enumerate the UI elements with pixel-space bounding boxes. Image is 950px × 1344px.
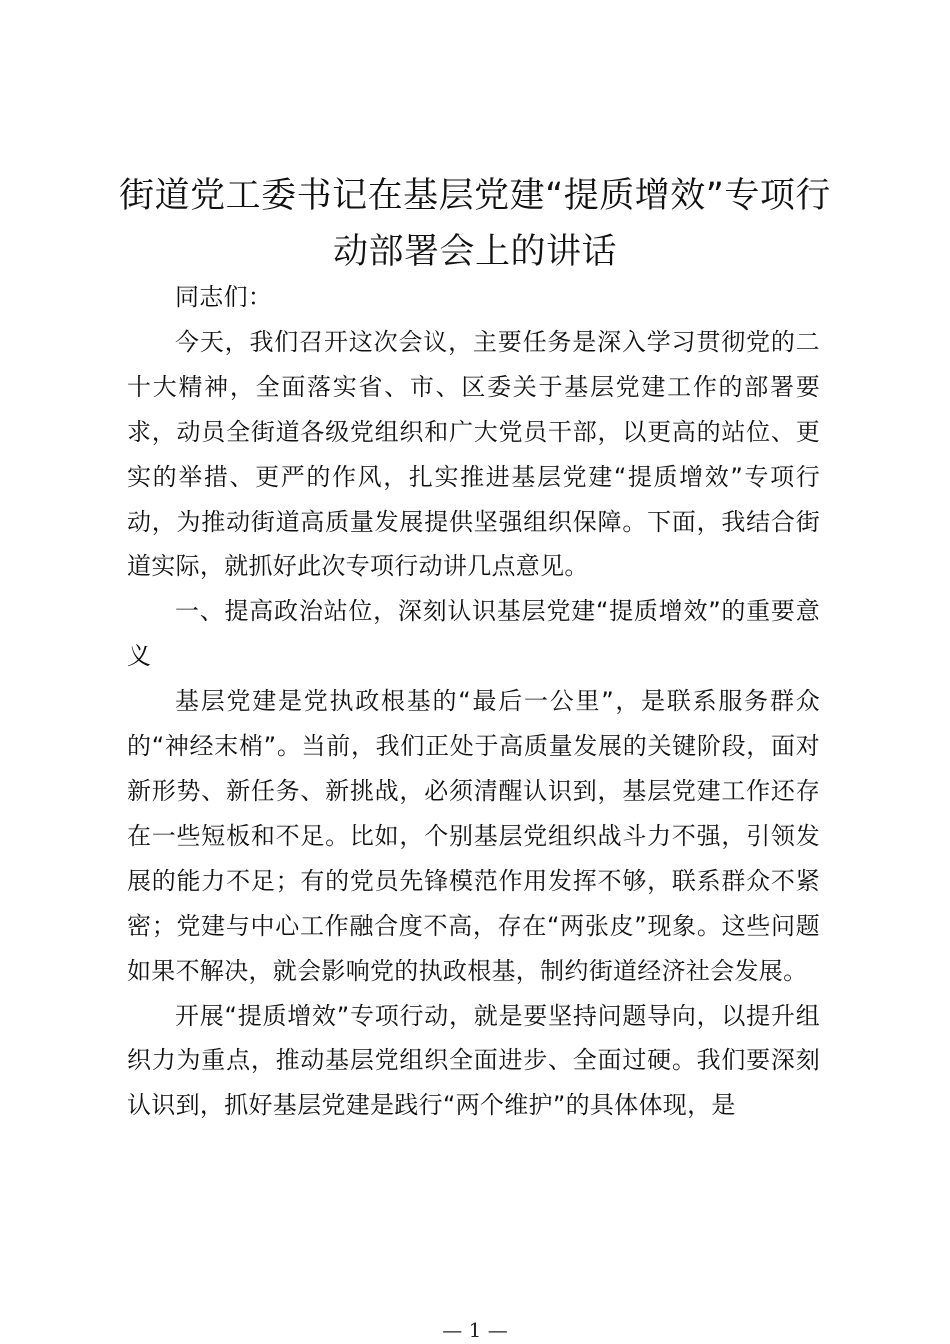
paragraph-section-1-a: 基层党建是党执政根基的“最后一公里”，是联系服务群众的“神经末梢”。当前，我们正处于高质量发展的关键阶段，面对新形势、新任务、新挑战，必须清醒认识到，基层党建工作还存在一些短板和不足。比如，个别基层党组织战斗力不强，引领发展的能力不足；有的党员先锋模范作用发挥不够，联系群众不紧密；党建与中心工作融合度不高，存在“两张皮”现象。这些问题如果不解决，就会影响党的执政根基，制约街道经济社会发展。 <box>127 687 820 985</box>
salutation: 同志们： <box>175 283 273 311</box>
page-number: — 1 — <box>442 1318 508 1342</box>
document-body <box>127 275 820 1128</box>
paragraph-section-1-b: 开展“提质增效”专项行动，就是要坚持问题导向，以提升组织力为重点，推动基层党组织全面进步、全面过硬。我们要深刻认识到，抓好基层党建是践行“两个维护”的具体体现，是 <box>127 1001 820 1120</box>
document-title: 街道党工委书记在基层党建“提质增效”专项行动部署会上的讲话 <box>119 176 831 272</box>
section-heading-1: 一、提高政治站位，深刻认识基层党建“提质增效”的重要意义 <box>127 597 820 671</box>
paragraph-intro: 今天，我们召开这次会议，主要任务是深入学习贯彻党的二十大精神，全面落实省、市、区委关于基层党建工作的部署要求，动员全街道各级党组织和广大党员干部，以更高的站位、更实的举措、更严的作风，扎实推进基层党建“提质增效”专项行动，为推动街道高质量发展提供坚强组织保障。下面，我结合街道实际，就抓好此次专项行动讲几点意见。 <box>127 327 820 581</box>
